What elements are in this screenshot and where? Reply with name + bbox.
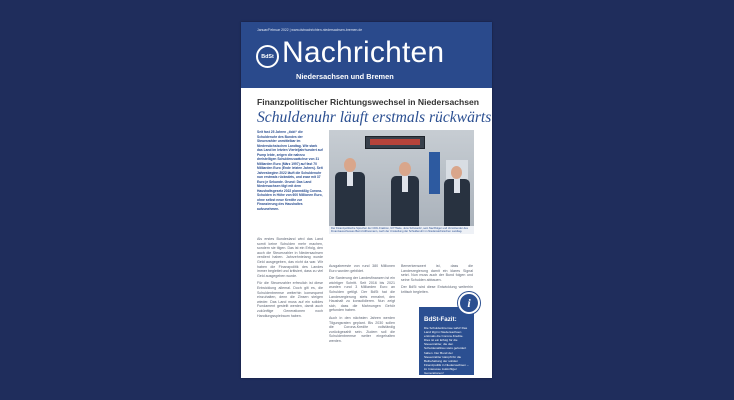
debt-clock-icon [365, 136, 425, 149]
newsletter-title: Nachrichten [282, 36, 445, 69]
column-paragraph: Bemerkenswert ist, dass die Landesregierung damit ein klares Signal setzt. Nun muss auch der Bund folgen und seine Schulden abbauen. [401, 264, 473, 282]
issue-line: Januar/Februar 2022 | www.dstnachrichten-niedersachsen-bremen.de [257, 28, 363, 32]
photo-caption: Der Finanzpolitische Sprecher der CDU-Fraktion, Ulf Thiele, Jens Schwanitz, sein Nachfolger und Vorsitzender des Finanzausschusses Bernd Althusmann, nach der Umstellung der Schuldenuhr im Niedersächsischen Landtag. [331, 227, 468, 234]
article-lead: Seit fast 25 Jahren „tickt“ die Schuldenuhr des Bundes der Steuerzahler unmittelbar im Niedersächsischen Landtag. Wie stark das Land im letzten Vierteljahrhundert auf Pump lebte, zeigen die nahezu dreistelligen Schuldenzuwächse von 31 Milliarden Euro (März 1997) auf fast 70 Milliarden Euro (Ende letzten Jahres). Seit Jahresbeginn 2022 läuft die Schuldenuhr nun erstmals rückwärts, und zwar mit 37 Euro je Sekunde. Grund: Das Land Niedersachsen tilgt mit dem Haushaltsgesetz 2022 planmäßig Corona-Schulden in Höhe von 600 Millionen Euro, ohne selbst neue Kredite zur Finanzierung des Haushaltes aufzunehmen. [257, 130, 323, 211]
article-subhead: Schuldenuhr läuft erstmals rückwärts [257, 109, 492, 126]
article-column-1 [257, 237, 323, 375]
column-paragraph: Auch in den nächsten Jahren werden Tilgungsraten geplant. Bis 2030 sollen die Corona-Kredite vollständig zurückgezahlt sein. Zudem soll die Schuldenbremse weiter eingehalten werden. [329, 315, 395, 343]
article-photo [329, 130, 474, 226]
column-paragraph: Ausgabereste von rund 380 Millionen Euro wurden gebildet. [329, 264, 395, 273]
info-glyph: i [467, 296, 471, 310]
fazit-text: Die Schuldenbremse wirkt! Das Land tilgt in Niedersachsen erstmals die Corona-Kredite. Dies ist ein Erfolg für die Steuerzahler, die den Schuldenabbau stets gefordert haben. Der Bund der Steuerzahler kämpft für die Beibehaltung der soliden Finanzpolitik in Niedersachsen – im Interesse zukünftiger Generationen! [424, 326, 469, 376]
bdst-logo-icon [256, 45, 279, 68]
column-paragraph: Als erstes Bundesland wird das Land somit keine Schulden mehr machen, sondern sie tilgen. Das ist ein Erfolg, den auch die Steuerzahler in Niedersachsen verdient haben. Jahrzehntelang wurde Geld ausgegeben, das nicht da war. Wir haben die Finanzpolitik des Landes immer begleitet und kritisiert, dass zu viel Geld ausgegeben wurde. [257, 237, 323, 278]
logo-text: BdSt [261, 54, 274, 60]
article-column-3 [401, 264, 473, 294]
debt-clock-display [370, 139, 420, 145]
masthead [241, 22, 492, 88]
article-headline: Finanzpolitischer Richtungswechsel in Niedersachsen [257, 97, 480, 107]
photo-caption-box [329, 226, 474, 234]
fazit-box [419, 307, 474, 375]
article-column-2 [329, 264, 395, 375]
fazit-title: BdSt-Fazit: [424, 316, 457, 323]
column-paragraph: Die Sanierung der Landesfinanzen ist ein wichtiger Schritt. Seit 2016 bis 2021 wurden rund 3 Milliarden Euro an Schulden getilgt. Der BdSt hat die Landesregierung stets ermahnt, den Haushalt zu konsolidieren. Nun zeigt sich, dass die Mahnungen Gehör gefunden haben. [329, 276, 395, 313]
column-paragraph: Für die Steuerzahler erfreulich ist diese Entwicklung allemal. Doch gilt es, die Schuldenbremse weiterhin konsequent einzuhalten, denn die Zinsen steigen wieder. Das Land muss auf ein solides Fundament gestellt werden, damit auch zukünftige Generationen noch Handlungsspielraum haben. [257, 281, 323, 318]
column-paragraph: Der BdSt wird diese Entwicklung weiterhin kritisch begleiten. [401, 285, 473, 294]
photo-banner [429, 152, 440, 194]
newsletter-page [241, 22, 492, 378]
info-icon [458, 292, 480, 314]
newsletter-subtitle: Niedersachsen und Bremen [296, 72, 394, 81]
